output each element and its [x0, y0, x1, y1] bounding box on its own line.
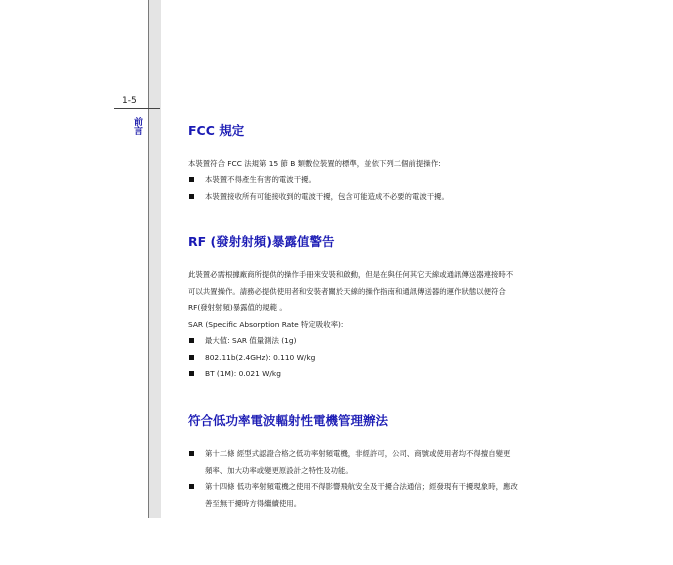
list-item: 最大值: SAR 值量測法 (1g): [188, 333, 608, 350]
gutter-bar: [148, 0, 161, 518]
bullet-square-icon: [189, 371, 194, 376]
list-item: 本裝置不得產生有害的電波干擾。: [188, 172, 608, 189]
bullet-square-icon: [189, 451, 194, 456]
sar-bullet-list: [188, 333, 608, 383]
list-item: 本裝置接收所有可能接收到的電波干擾，包含可能造成不必要的電波干擾。: [188, 189, 608, 206]
bullet-square-icon: [189, 484, 194, 489]
low-power-bullet-list: [188, 446, 608, 512]
low-power-heading: 符合低功率電波輻射性電機管理辦法: [188, 413, 389, 428]
rf-line: 可以共置操作。請務必提供使用者和安裝者關於天線的操作指南和通訊傳送器的運作狀態以便符合: [188, 286, 506, 296]
sar-label: SAR (Specific Absorption Rate 特定吸收率):: [188, 319, 344, 329]
list-item: BT (1M): 0.021 W/kg: [188, 366, 608, 383]
fcc-heading: FCC 規定: [188, 123, 245, 138]
rf-line: RF(發射射頻)暴露值的規範 。: [188, 303, 287, 312]
fcc-bullet-list: [188, 172, 608, 205]
page-number: 1-5: [122, 96, 137, 106]
bullet-square-icon: [189, 194, 194, 199]
list-item: 第十四條 低功率射頻電機之使用不得影響飛航安全及干擾合法通信；經發現有干擾現象時，應改 善至無干擾時方得繼續使用。: [188, 479, 608, 512]
rf-line: 此裝置必需根據廠商所提供的操作手冊來安裝和啟動，但是在與任何其它天線或通訊傳送器連接時不: [188, 270, 514, 279]
side-chapter-label: 前言: [132, 117, 142, 135]
rf-heading: RF (發射射頻)暴露值警告: [188, 234, 335, 249]
bullet-square-icon: [189, 355, 194, 360]
bullet-square-icon: [189, 177, 194, 182]
rf-paragraph: [188, 267, 608, 333]
fcc-intro: [188, 156, 608, 173]
list-item: 802.11b(2.4GHz): 0.110 W/kg: [188, 350, 608, 367]
bullet-square-icon: [189, 338, 194, 343]
fcc-intro-text: 本裝置符合 FCC 法規第 15 節 B 類數位裝置的標準，並依下列二個前提操作:: [188, 159, 441, 168]
list-item: 第十二條 經型式認證合格之低功率射頻電機，非經許可，公司、商號或使用者均不得擅自變更 頻率、加大功率或變更原設計之特性及功能。: [188, 446, 608, 479]
page-number-rule: [114, 108, 160, 109]
